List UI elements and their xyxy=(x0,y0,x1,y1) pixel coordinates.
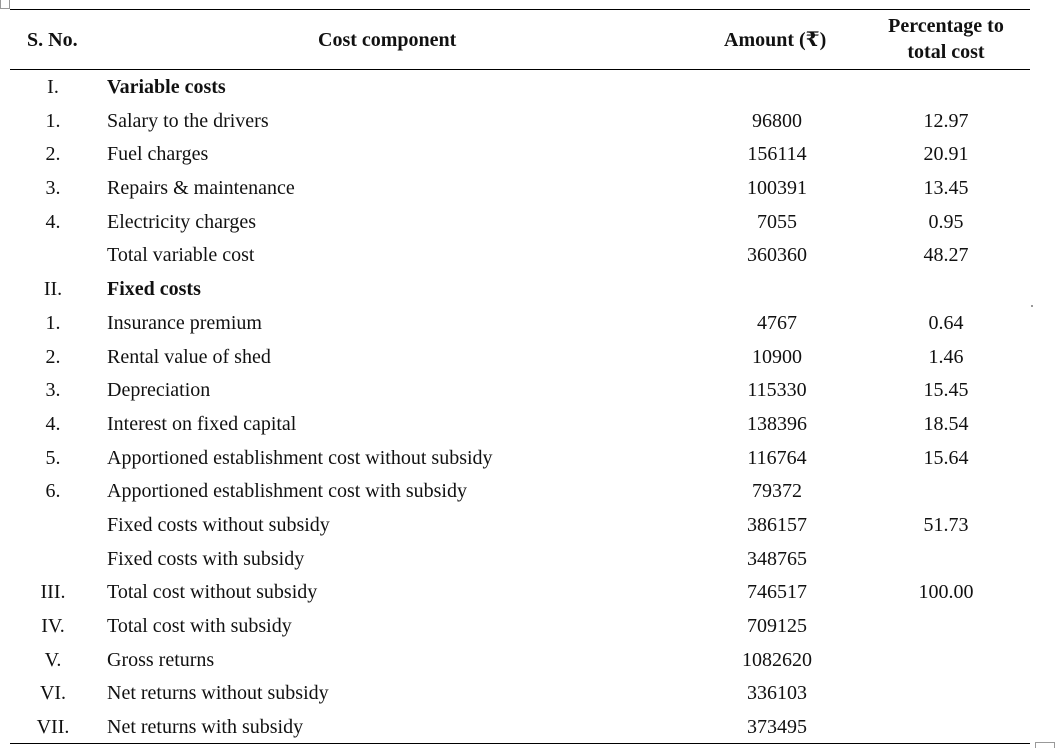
table-top-rule xyxy=(10,9,1030,10)
row-cost-component: Interest on fixed capital xyxy=(107,412,297,435)
table-row xyxy=(0,508,1063,542)
row-percentage: 1.46 xyxy=(928,345,964,368)
table-row xyxy=(0,609,1063,643)
row-percentage: 13.45 xyxy=(923,177,969,200)
row-serial-number: 3. xyxy=(45,177,61,200)
row-serial-number: 4. xyxy=(45,210,61,233)
table-row xyxy=(0,340,1063,374)
table-row xyxy=(0,575,1063,609)
row-cost-component: Fixed costs with subsidy xyxy=(107,547,305,570)
row-serial-number: VI. xyxy=(39,682,67,705)
row-serial-number: 3. xyxy=(45,379,61,402)
row-cost-component: Electricity charges xyxy=(107,210,257,233)
row-cost-component: Insurance premium xyxy=(107,311,262,334)
table-row xyxy=(0,306,1063,340)
row-cost-component: Gross returns xyxy=(107,648,215,671)
table-row xyxy=(0,710,1063,744)
row-percentage: 20.91 xyxy=(923,143,969,166)
row-percentage: 15.64 xyxy=(923,446,969,469)
table-row xyxy=(0,70,1063,104)
table-body xyxy=(0,70,1063,744)
table-row xyxy=(0,373,1063,407)
row-amount: 100391 xyxy=(747,177,807,200)
row-percentage: 51.73 xyxy=(923,513,969,536)
table-row xyxy=(0,474,1063,508)
row-amount: 360360 xyxy=(747,244,807,267)
row-percentage: 48.27 xyxy=(923,244,969,267)
row-serial-number: 6. xyxy=(45,480,61,503)
row-amount: 348765 xyxy=(747,547,807,570)
header-serial-number: S. No. xyxy=(27,29,78,51)
row-cost-component: Total variable cost xyxy=(107,244,255,267)
row-serial-number: 1. xyxy=(45,109,61,132)
row-cost-component: Salary to the drivers xyxy=(107,109,269,132)
row-amount: 4767 xyxy=(757,311,797,334)
row-cost-component: Variable costs xyxy=(107,76,226,98)
row-amount: 1082620 xyxy=(742,648,812,671)
row-percentage: 0.95 xyxy=(928,210,964,233)
row-serial-number: 2. xyxy=(45,345,61,368)
row-cost-component: Net returns without subsidy xyxy=(107,682,329,705)
row-percentage: 18.54 xyxy=(923,412,969,435)
header-percentage xyxy=(870,13,1022,65)
row-cost-component: Apportioned establishment cost with subsidy xyxy=(107,480,467,503)
table-row xyxy=(0,238,1063,272)
row-amount: 79372 xyxy=(752,480,802,503)
row-serial-number: V. xyxy=(44,648,62,671)
row-amount: 115330 xyxy=(747,379,807,402)
row-amount: 7055 xyxy=(757,210,797,233)
row-amount: 373495 xyxy=(747,716,807,739)
row-serial-number: IV. xyxy=(41,615,65,637)
row-serial-number: 1. xyxy=(45,311,61,334)
row-serial-number: II. xyxy=(43,278,63,301)
header-percentage-line2: total cost xyxy=(907,41,985,63)
row-cost-component: Apportioned establishment cost without subsidy xyxy=(107,446,493,469)
row-amount: 138396 xyxy=(747,412,807,435)
page-corner-marker xyxy=(1035,742,1055,748)
row-cost-component: Repairs & maintenance xyxy=(107,177,295,200)
row-amount: 709125 xyxy=(747,615,807,637)
table-bottom-rule xyxy=(10,743,1030,744)
header-percentage-line1: Percentage to xyxy=(888,15,1004,37)
row-amount: 116764 xyxy=(747,446,807,469)
row-cost-component: Fixed costs without subsidy xyxy=(107,513,330,536)
row-serial-number: 2. xyxy=(45,143,61,166)
row-amount: 96800 xyxy=(752,109,802,132)
table-row xyxy=(0,272,1063,306)
row-percentage: 100.00 xyxy=(918,581,974,604)
row-percentage: 15.45 xyxy=(923,379,969,402)
row-cost-component: Fuel charges xyxy=(107,143,209,166)
table-row xyxy=(0,205,1063,239)
header-amount: Amount (₹) xyxy=(724,29,827,51)
row-amount: 10900 xyxy=(752,345,802,368)
row-cost-component: Total cost with subsidy xyxy=(107,615,292,637)
stray-mark xyxy=(1031,305,1033,307)
cropped-caption-marker xyxy=(0,0,10,9)
table-row xyxy=(0,676,1063,710)
row-cost-component: Net returns with subsidy xyxy=(107,716,304,739)
row-serial-number: VII. xyxy=(36,716,70,739)
header-cost-component: Cost component xyxy=(318,29,457,51)
row-amount: 156114 xyxy=(747,143,807,166)
row-serial-number: III. xyxy=(40,581,66,604)
table-row xyxy=(0,137,1063,171)
table-row xyxy=(0,171,1063,205)
row-cost-component: Depreciation xyxy=(107,379,211,402)
row-amount: 336103 xyxy=(747,682,807,705)
table-row xyxy=(0,441,1063,475)
table-row xyxy=(0,104,1063,138)
table-row xyxy=(0,407,1063,441)
row-amount: 746517 xyxy=(747,581,807,604)
row-percentage: 0.64 xyxy=(928,311,964,334)
row-percentage: 12.97 xyxy=(923,109,969,132)
row-cost-component: Total cost without subsidy xyxy=(107,581,318,604)
row-serial-number: I. xyxy=(47,76,59,98)
row-cost-component: Fixed costs xyxy=(107,278,201,301)
table-row xyxy=(0,643,1063,677)
table-row xyxy=(0,542,1063,576)
row-amount: 386157 xyxy=(747,513,807,536)
row-serial-number: 4. xyxy=(45,412,61,435)
row-cost-component: Rental value of shed xyxy=(107,345,271,368)
row-serial-number: 5. xyxy=(45,446,61,469)
